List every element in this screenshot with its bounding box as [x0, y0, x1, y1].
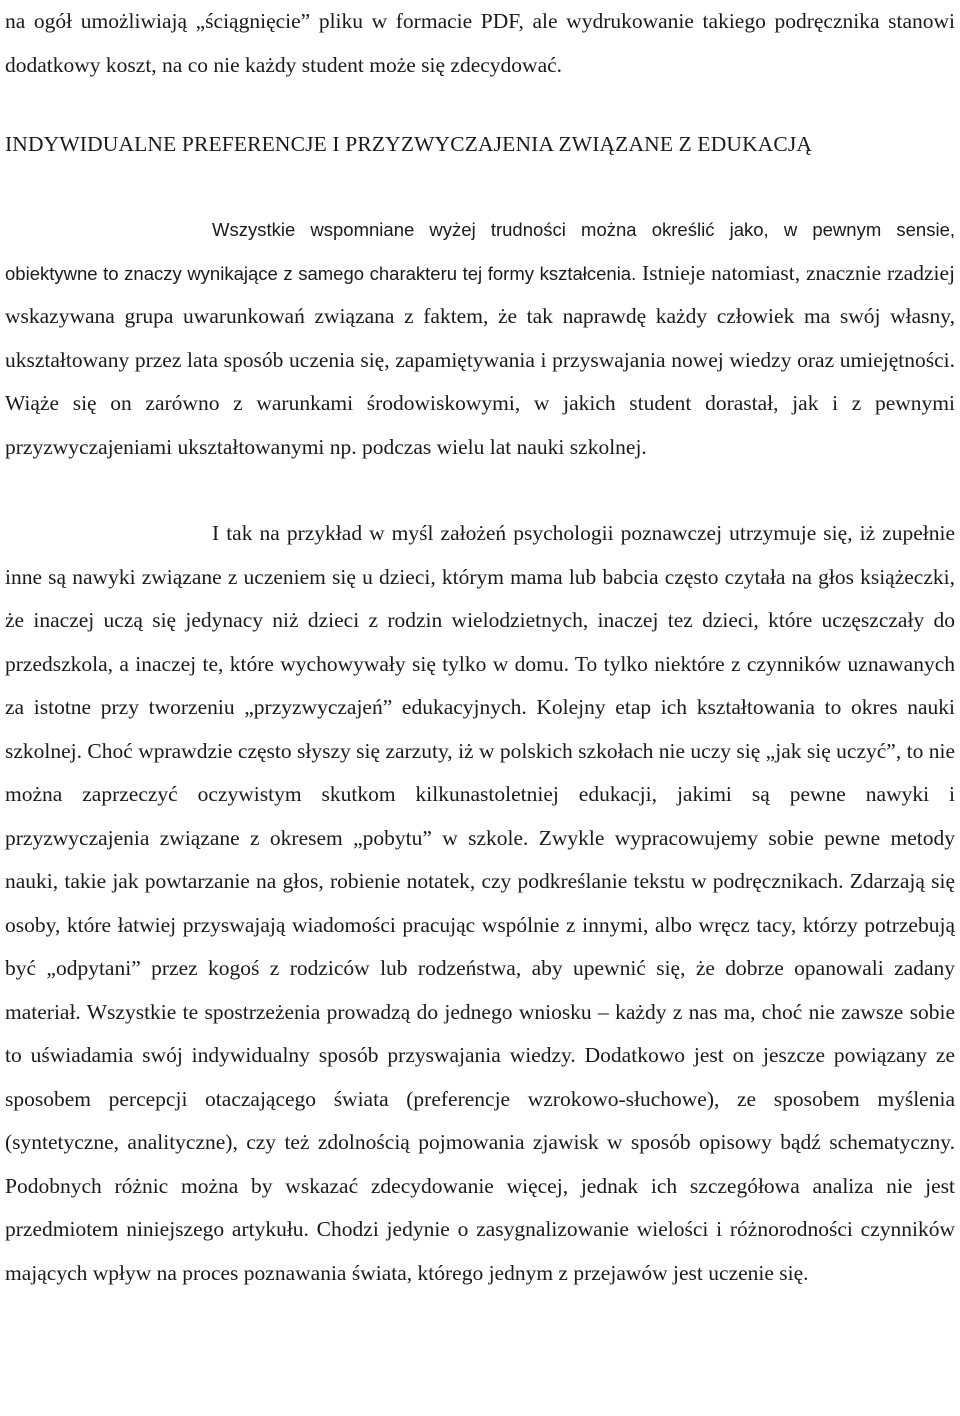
intro-paragraph: na ogół umożliwiają „ściągnięcie” pliku w formacie PDF, ale wydrukowanie takiego podręcznika stanowi dodatkowy koszt, na co nie każdy student może się zdecydować.	[5, 9, 955, 77]
paragraph-2-text: I tak na przykład w myśl założeń psychologii poznawczej utrzymuje się, iż zupełnie inne są nawyki związane z uczeniem się u dzieci, którym mama lub babcia często czytała na głos książeczki, że inaczej uczą się jedynacy niż dzieci z rodzin wielodzietnych, inaczej tez dzieci, które uczęszczały do przedszkola, a inaczej te, które wychowywały się tylko w domu. To tylko niektóre z czynników uznawanych za istotne przy tworzeniu „przyzwyczajeń” edukacyjnych. Kolejny etap ich kształtowania to okres nauki szkolnej. Choć wprawdzie często słyszy się zarzuty, iż w polskich szkołach nie uczy się „jak się uczyć”, to nie można zaprzeczyć oczywistym skutkom kilkunastoletniej edukacji, jakimi są pewne nawyki i przyzwyczajenia związane z okresem „pobytu” w szkole. Zwykle wypracowujemy sobie pewne metody nauki, takie jak powtarzanie na głos, robienie notatek, czy podkreślanie tekstu w podręcznikach. Zdarzają się osoby, które łatwiej przyswajają wiadomości pracując wspólnie z innymi, albo wręcz tacy, którzy potrzebują być „odpytani” przez kogoś z rodziców lub rodzeństwa, aby upewnić się, że dobrze opanowali zadany materiał. Wszystkie te spostrzeżenia prowadzą do jednego wniosku – każdy z nas ma, choć nie zawsze sobie to uświadamia swój indywidualny sposób przyswajania wiedzy. Dodatkowo jest on jeszcze powiązany ze sposobem percepcji otaczającego świata (preferencje wzrokowo-słuchowe), ze sposobem myślenia (syntetyczne, analityczne), czy też zdolnością pojmowania zjawisk w sposób opisowy bądź schematyczny. Podobnych różnic można by wskazać zdecydowanie więcej, jednak ich szczegółowa analiza nie jest przedmiotem niniejszego artykułu. Chodzi jedynie o zasygnalizowanie wielości i różnorodności czynników mających wpływ na proces poznawania świata, którego jednym z przejawów jest uczenie się.	[5, 521, 955, 1285]
section-heading: INDYWIDUALNE PREFERENCJE I PRZYZWYCZAJENIA ZWIĄZANE Z EDUKACJĄ	[5, 132, 813, 156]
paragraph-1-lead: Wszystkie wspomniane wyżej trudności można określić jako, w pewnym sensie, obiektywne to znaczy wynikające z samego charakteru tej formy kształcenia.	[5, 219, 955, 284]
body-paragraph-2	[5, 512, 955, 1295]
paragraph-1-rest: Istnieje natomiast, znacznie rzadziej wskazywana grupa uwarunkowań związana z faktem, że tak naprawdę każdy człowiek ma swój własny, ukształtowany przez lata sposób uczenia się, zapamiętywania i przyswajania nowej wiedzy oraz umiejętności. Wiąże się on zarówno z warunkami środowiskowymi, w jakich student dorastał, jak i z pewnymi przyzwyczajeniami ukształtowanymi np. podczas wielu lat nauki szkolnej.	[5, 260, 955, 459]
body-paragraph-1	[5, 208, 955, 469]
